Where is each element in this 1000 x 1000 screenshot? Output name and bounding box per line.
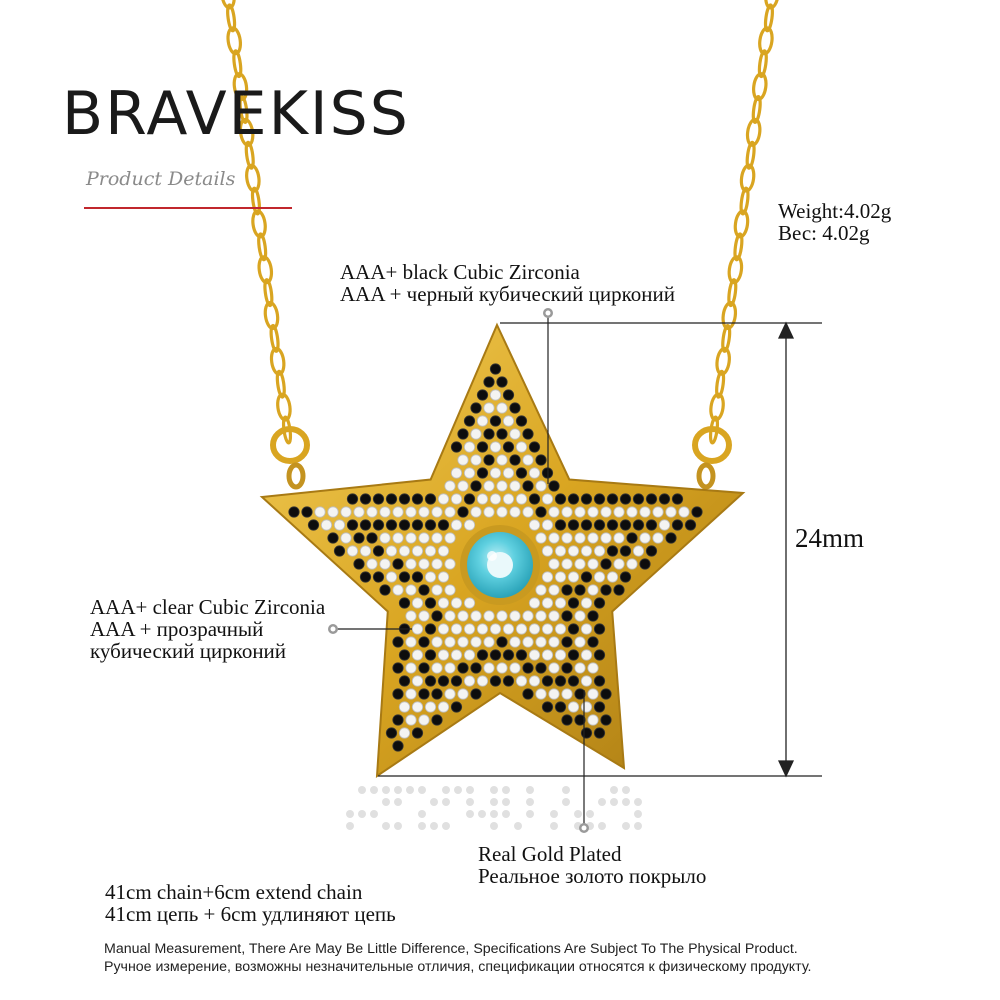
plating-en: Real Gold Plated bbox=[478, 842, 622, 866]
chain-length-label bbox=[105, 881, 396, 925]
callout-dot-icon bbox=[328, 624, 338, 634]
section-underline bbox=[84, 207, 292, 209]
disclaimer bbox=[104, 940, 811, 976]
disclaimer-ru: Ручное измерение, возможны незначительные отличия, спецификации относятся к физическому продукту. bbox=[104, 959, 812, 975]
callout-dot-icon bbox=[579, 823, 589, 833]
black-zirconia-ru: AAA + черный кубический цирконий bbox=[340, 282, 675, 306]
weight-label bbox=[778, 200, 891, 244]
black-zirconia-label bbox=[340, 261, 675, 305]
reflection bbox=[346, 786, 642, 830]
callout-dot-icon bbox=[543, 308, 553, 318]
weight-en: Weight:4.02g bbox=[778, 199, 892, 223]
section-title: Product Details bbox=[86, 168, 236, 190]
black-zirconia-en: AAA+ black Cubic Zirconia bbox=[340, 260, 580, 284]
plating-ru: Реальное золото покрыло bbox=[478, 864, 707, 888]
chain-length-ru: 41cm цепь + 6cm удлиняют цепь bbox=[105, 902, 396, 926]
clear-zirconia-label bbox=[90, 596, 325, 662]
disclaimer-en: Manual Measurement, There Are May Be Little Difference, Specifications Are Subject To The Physical Product. bbox=[104, 941, 798, 957]
brand-logo: BRAVEKISS bbox=[62, 79, 410, 149]
plating-label bbox=[478, 843, 706, 887]
clear-zirconia-ru-1: AAA + прозрачный bbox=[90, 617, 264, 641]
clear-zirconia-en: AAA+ clear Cubic Zirconia bbox=[90, 595, 326, 619]
weight-ru: Вес: 4.02g bbox=[778, 221, 870, 245]
chain-length-en: 41cm chain+6cm extend chain bbox=[105, 880, 363, 904]
star-pendant-icon bbox=[262, 325, 743, 776]
clear-zirconia-ru-2: кубический цирконий bbox=[90, 639, 287, 663]
dimension-label: 24mm bbox=[795, 523, 865, 553]
